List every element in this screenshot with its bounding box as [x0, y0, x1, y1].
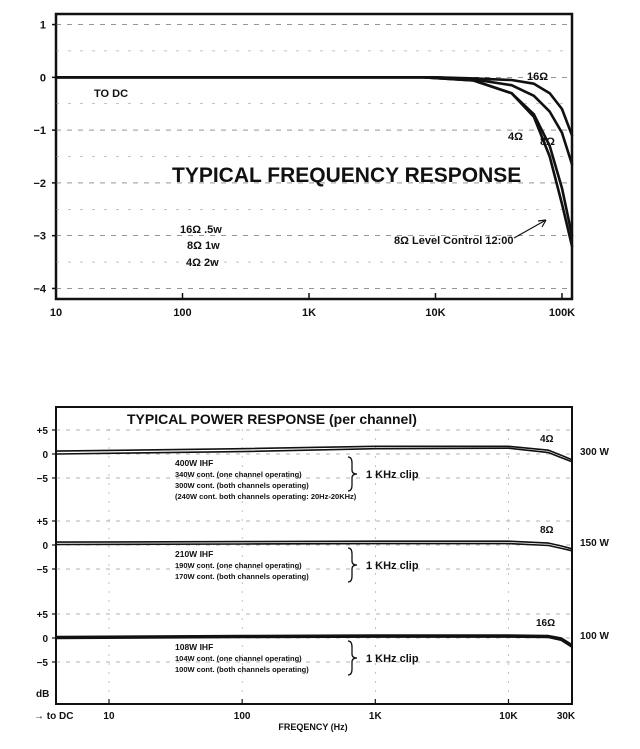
y-tick-label: −2	[33, 177, 46, 190]
curve-label-4: 4Ω	[508, 131, 523, 143]
power-curve-2-2	[56, 544, 572, 551]
frequency-response-title: TYPICAL FREQUENCY RESPONSE	[172, 164, 522, 187]
level-control-arrow	[514, 220, 546, 238]
curve-label-8: 8Ω	[540, 136, 555, 148]
power-x-tick-label: 10	[103, 711, 115, 722]
power-y-tick-label: −5	[36, 474, 48, 485]
power-response-chart	[34, 407, 609, 732]
power-response-frame	[56, 407, 572, 704]
y-tick-label: 0	[39, 72, 46, 85]
power-note-line: 170W cont. (both channels operating)	[175, 572, 309, 581]
curve-label-16: 16Ω	[527, 71, 549, 83]
y-tick-label: −4	[33, 283, 46, 296]
power-curve-3-1	[56, 637, 572, 647]
power-load-label: 16Ω	[536, 618, 556, 629]
power-x-tick-label: 10K	[499, 711, 518, 722]
power-x-tick-label: 1K	[368, 711, 382, 722]
x-tick-label: 1K	[301, 307, 317, 319]
power-note-line: 190W cont. (one channel operating)	[175, 561, 302, 570]
notes-brace	[348, 548, 357, 582]
power-response-notes	[175, 434, 609, 675]
db-unit-label: dB	[36, 689, 50, 700]
power-y-tick-label: +5	[36, 517, 48, 528]
power-y-tick-label: +5	[36, 610, 48, 621]
notes-brace	[348, 457, 357, 491]
power-note-line: 340W cont. (one channel operating)	[175, 470, 302, 479]
power-note-line: 400W IHF	[175, 458, 214, 468]
frequency-response-grid	[56, 25, 572, 289]
curve-4ohm	[56, 77, 572, 235]
x-tick-label: 100K	[548, 307, 576, 319]
power-note-line: (240W cont. both channels operating: 20Hz-20KHz)	[175, 492, 357, 501]
power-note-line: 104W cont. (one channel operating)	[175, 654, 302, 663]
curve-16ohm	[56, 77, 572, 135]
power-y-tick-label: 0	[42, 541, 48, 552]
power-response-grid	[56, 429, 572, 704]
legend-line-16: 16Ω .5w	[180, 224, 222, 236]
power-response-curves	[56, 446, 572, 646]
y-tick-label: 1	[39, 19, 46, 32]
clip-label: 1 KHz clip	[366, 469, 419, 481]
curve-8ohm-level-control	[56, 77, 572, 246]
power-note-line: 300W cont. (both channels operating)	[175, 481, 309, 490]
power-load-label: 4Ω	[540, 434, 554, 445]
power-rating-label: 300 W	[580, 447, 609, 458]
power-x-tick-label: 30K	[556, 711, 576, 722]
power-y-tick-label: 0	[42, 634, 48, 645]
clip-label: 1 KHz clip	[366, 653, 419, 665]
power-load-label: 8Ω	[540, 525, 554, 536]
level-control-label: 8Ω Level Control 12:00	[394, 235, 514, 247]
power-note-line: 108W IHF	[175, 642, 214, 652]
curve-8ohm	[56, 77, 572, 164]
power-x-tick-label: 100	[233, 711, 251, 722]
clip-label: 1 KHz clip	[366, 560, 419, 572]
power-y-tick-label: 0	[42, 450, 48, 461]
legend-line-4: 4Ω 2w	[186, 257, 219, 269]
power-rating-label: 150 W	[580, 538, 609, 549]
legend-line-8: 8Ω 1w	[187, 240, 220, 252]
to-dc-label: TO DC	[94, 88, 129, 100]
x-tick-label: 10	[49, 307, 63, 319]
power-response-title: TYPICAL POWER RESPONSE (per channel)	[127, 411, 417, 427]
power-note-line: 210W IHF	[175, 549, 214, 559]
x-tick-label: 10K	[425, 307, 446, 319]
power-x-tick-label: → to DC	[34, 711, 74, 722]
notes-brace	[348, 641, 357, 675]
power-note-line: 100W cont. (both channels operating)	[175, 665, 309, 674]
power-y-tick-label: −5	[36, 565, 48, 576]
y-tick-label: −3	[33, 230, 46, 243]
frequency-axis-label: FREQENCY (Hz)	[278, 722, 348, 732]
frequency-response-chart	[33, 14, 575, 319]
power-y-tick-label: −5	[36, 658, 48, 669]
power-rating-label: 100 W	[580, 631, 609, 642]
x-tick-label: 100	[173, 307, 192, 319]
frequency-response-curves	[56, 77, 572, 246]
frequency-response-frame	[56, 14, 572, 299]
y-tick-label: −1	[33, 125, 46, 138]
power-y-tick-label: +5	[36, 426, 48, 437]
